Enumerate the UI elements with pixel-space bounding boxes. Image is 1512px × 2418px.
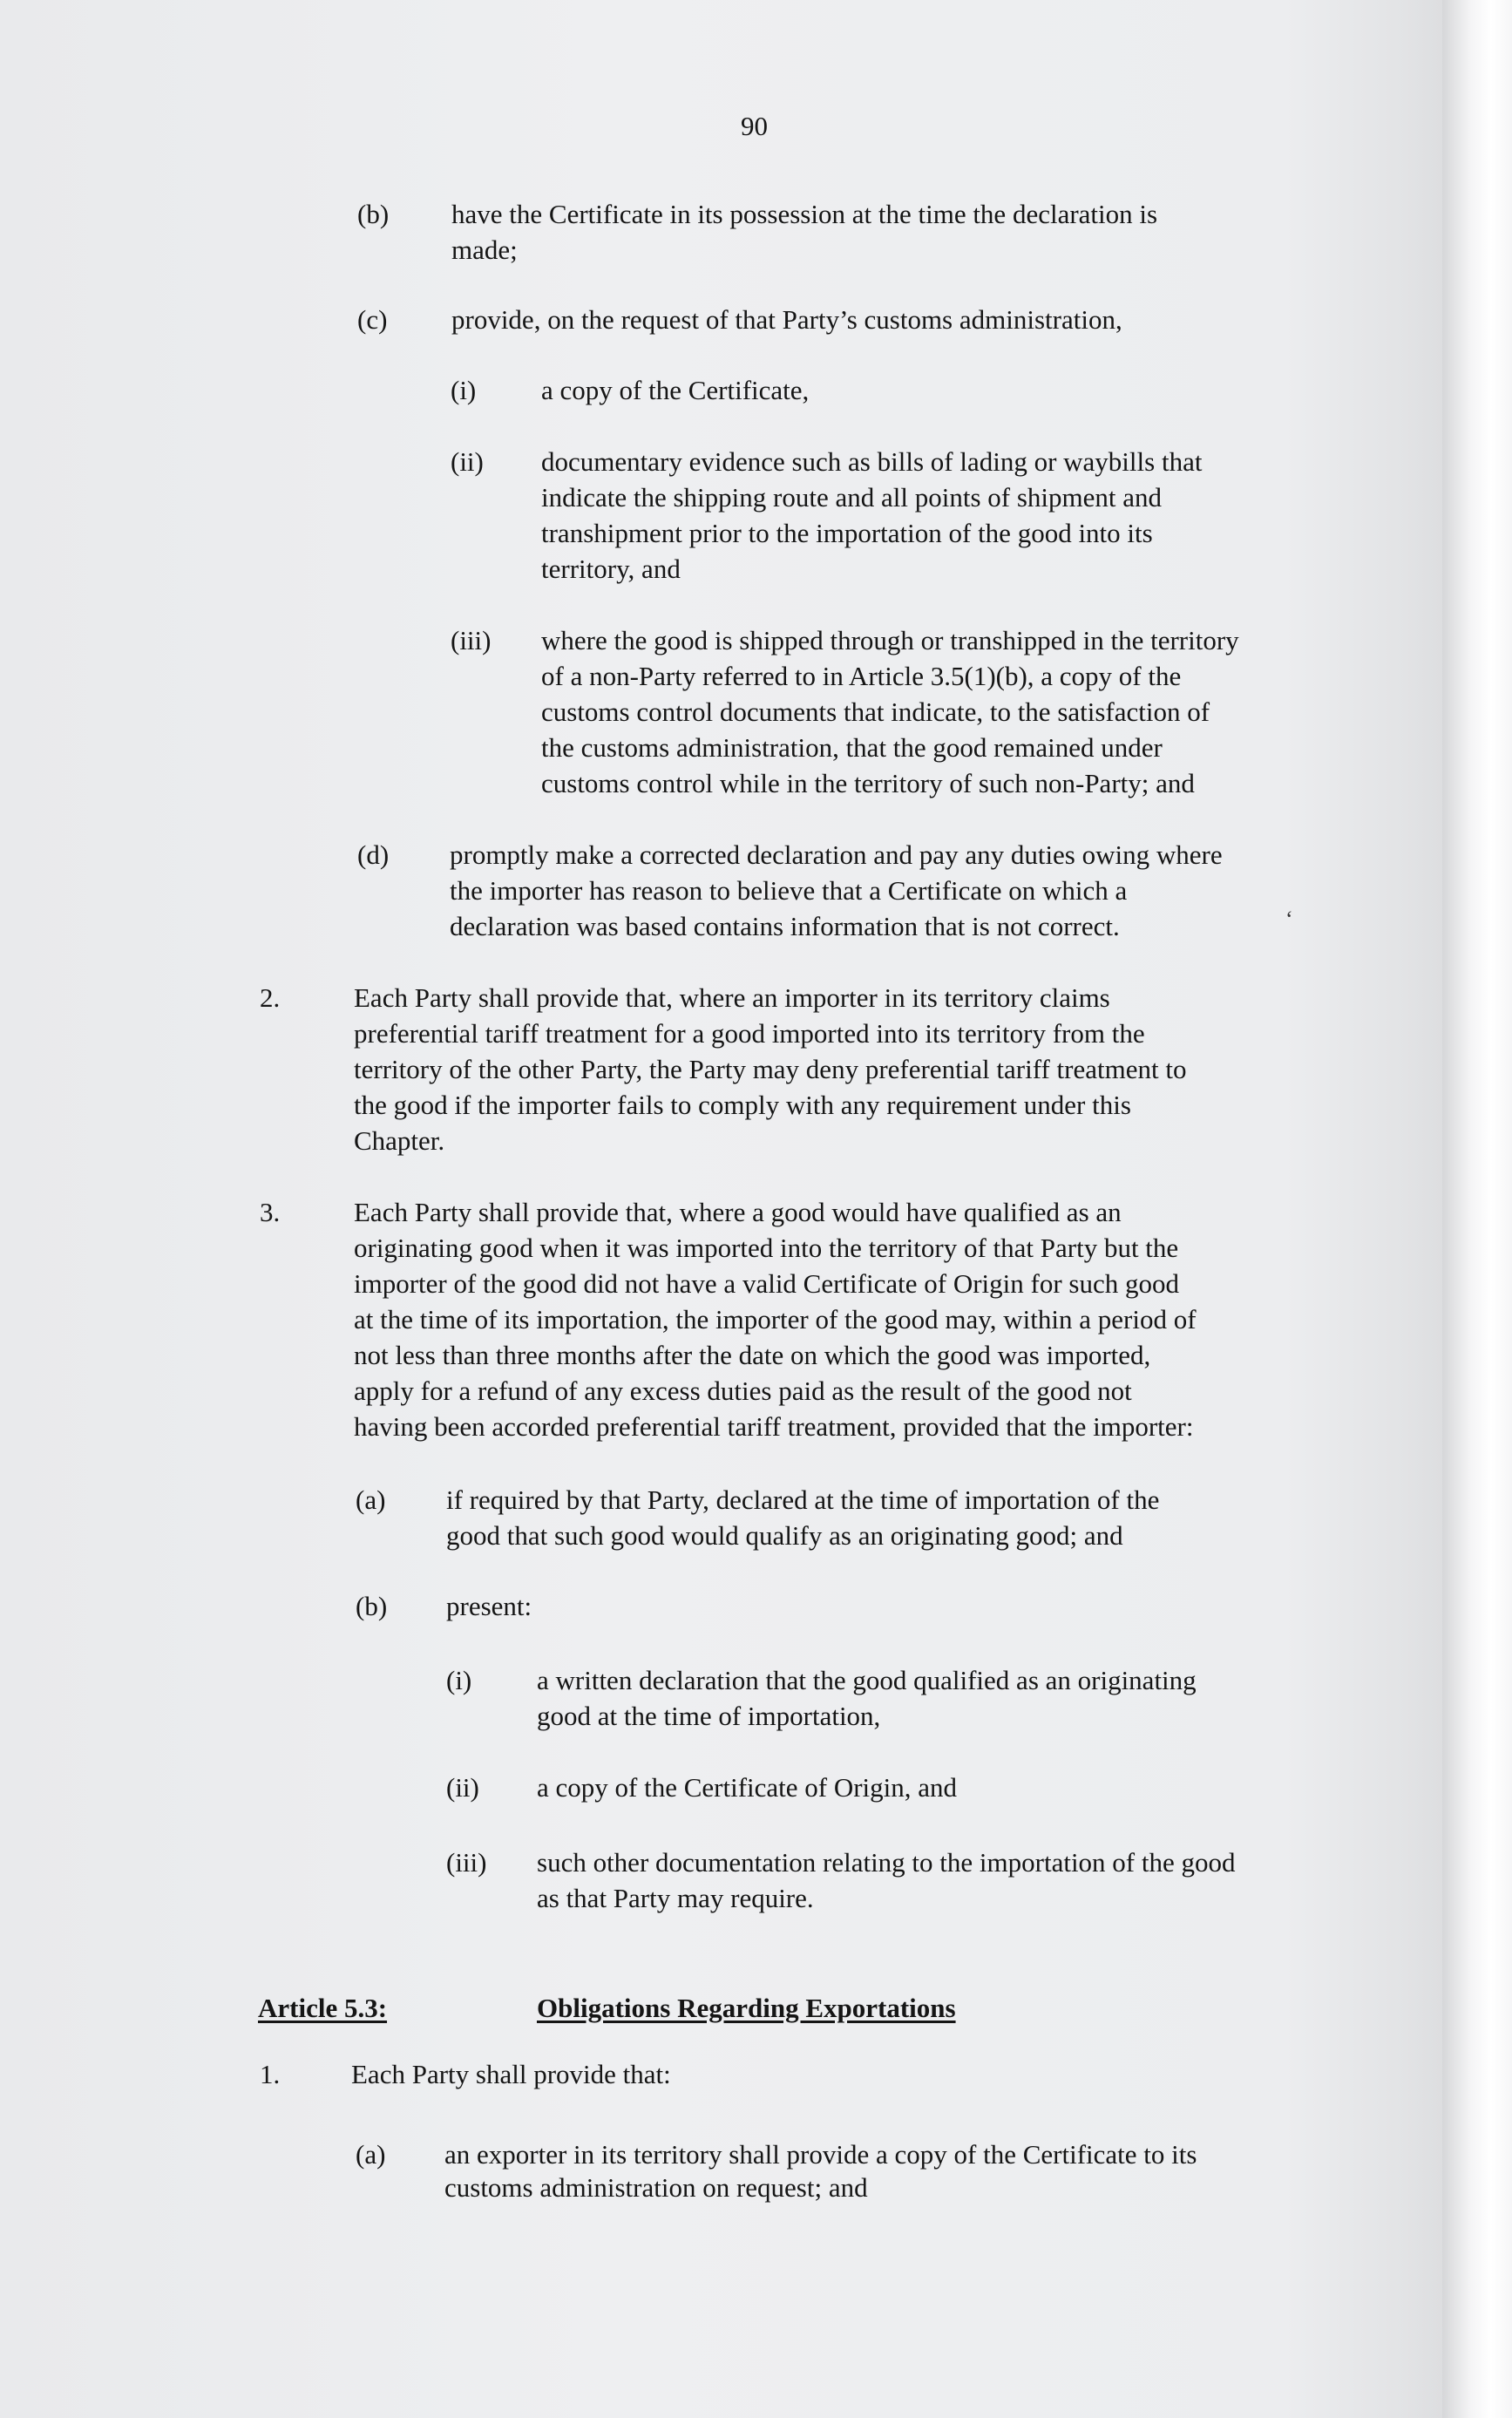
item-text-line: an exporter in its territory shall provide a copy of the Certificate to its: [444, 2139, 1197, 2170]
item-text-line: the importer has reason to believe that a Certificate on which a: [450, 875, 1128, 906]
item-text-line: the customs administration, that the good remained under: [541, 732, 1163, 763]
paragraph-line: Each Party shall provide that, where an importer in its territory claims: [354, 982, 1110, 1013]
item-text-line: territory, and: [541, 554, 681, 584]
paragraph-line: originating good when it was imported into the territory of that Party but the: [354, 1233, 1179, 1263]
item-text-line: documentary evidence such as bills of lading or waybills that: [541, 446, 1203, 477]
item-text-line: as that Party may require.: [537, 1883, 814, 1913]
paragraph-number: 2.: [260, 982, 281, 1013]
item-label: (c): [357, 304, 388, 335]
paragraph-line: not less than three months after the date on which the good was imported,: [354, 1340, 1151, 1370]
page-number: 90: [741, 111, 768, 141]
paragraph-line: territory of the other Party, the Party may deny preferential tariff treatment to: [354, 1054, 1187, 1084]
item-label: (iii): [451, 625, 492, 655]
stray-mark: ‘: [1285, 907, 1293, 932]
item-text-line: transhipment prior to the importation of the good into its: [541, 518, 1153, 548]
item-text-line: customs control while in the territory of such non-Party; and: [541, 768, 1195, 798]
binding-edge: [1442, 0, 1512, 2418]
paragraph-number: 3.: [260, 1197, 281, 1227]
article-title: Obligations Regarding Exportations: [537, 1993, 956, 2023]
item-label: (i): [451, 375, 477, 405]
item-text-line: customs control documents that indicate, to the satisfaction of: [541, 696, 1210, 727]
item-label: (d): [357, 839, 390, 870]
item-label: (a): [356, 2139, 386, 2170]
item-text-line: indicate the shipping route and all points of shipment and: [541, 482, 1163, 513]
paragraph-line: at the time of its importation, the importer of the good may, within a period of: [354, 1304, 1197, 1335]
paragraph-line: having been accorded preferential tariff treatment, provided that the importer:: [354, 1411, 1194, 1442]
item-label: (i): [446, 1665, 472, 1695]
item-text-line: provide, on the request of that Party’s customs administration,: [451, 304, 1122, 335]
item-label: (b): [357, 199, 390, 229]
paragraph-line: Each Party shall provide that, where a good would have qualified as an: [354, 1197, 1122, 1227]
item-text-line: a copy of the Certificate of Origin, and: [537, 1772, 958, 1803]
item-text-line: a written declaration that the good qualified as an originating: [537, 1665, 1197, 1695]
item-text-line: promptly make a corrected declaration and pay any duties owing where: [450, 839, 1223, 870]
paragraph-line: Chapter.: [354, 1125, 445, 1156]
item-label: (ii): [451, 446, 484, 477]
paragraph-number: 1.: [260, 2059, 281, 2089]
paragraph-line: importer of the good did not have a valid Certificate of Origin for such good: [354, 1268, 1179, 1299]
item-text-line: good that such good would qualify as an originating good; and: [446, 1520, 1123, 1551]
item-text-line: of a non-Party referred to in Article 3.5(1)(b), a copy of the: [541, 661, 1182, 691]
item-text-line: have the Certificate in its possession at the time the declaration is: [451, 199, 1158, 229]
item-text-line: good at the time of importation,: [537, 1701, 881, 1731]
item-label: (ii): [446, 1772, 479, 1803]
item-text-line: a copy of the Certificate,: [541, 375, 810, 405]
item-text-line: customs administration on request; and: [444, 2172, 868, 2203]
item-label: (a): [356, 1484, 386, 1515]
item-text-line: such other documentation relating to the importation of the good: [537, 1847, 1236, 1878]
paragraph-line: Each Party shall provide that:: [351, 2059, 671, 2089]
article-number: Article 5.3:: [258, 1993, 388, 2023]
item-text-line: where the good is shipped through or transhipped in the territory: [541, 625, 1239, 655]
item-text-line: made;: [451, 234, 518, 265]
item-label: (iii): [446, 1847, 487, 1878]
item-text-line: present:: [446, 1591, 532, 1621]
item-label: (b): [356, 1591, 388, 1621]
item-text-line: if required by that Party, declared at the time of importation of the: [446, 1484, 1160, 1515]
paragraph-line: apply for a refund of any excess duties paid as the result of the good not: [354, 1375, 1132, 1406]
paragraph-line: preferential tariff treatment for a good imported into its territory from the: [354, 1018, 1145, 1049]
paragraph-line: the good if the importer fails to comply with any requirement under this: [354, 1090, 1131, 1120]
item-text-line: declaration was based contains information that is not correct.: [450, 911, 1120, 941]
